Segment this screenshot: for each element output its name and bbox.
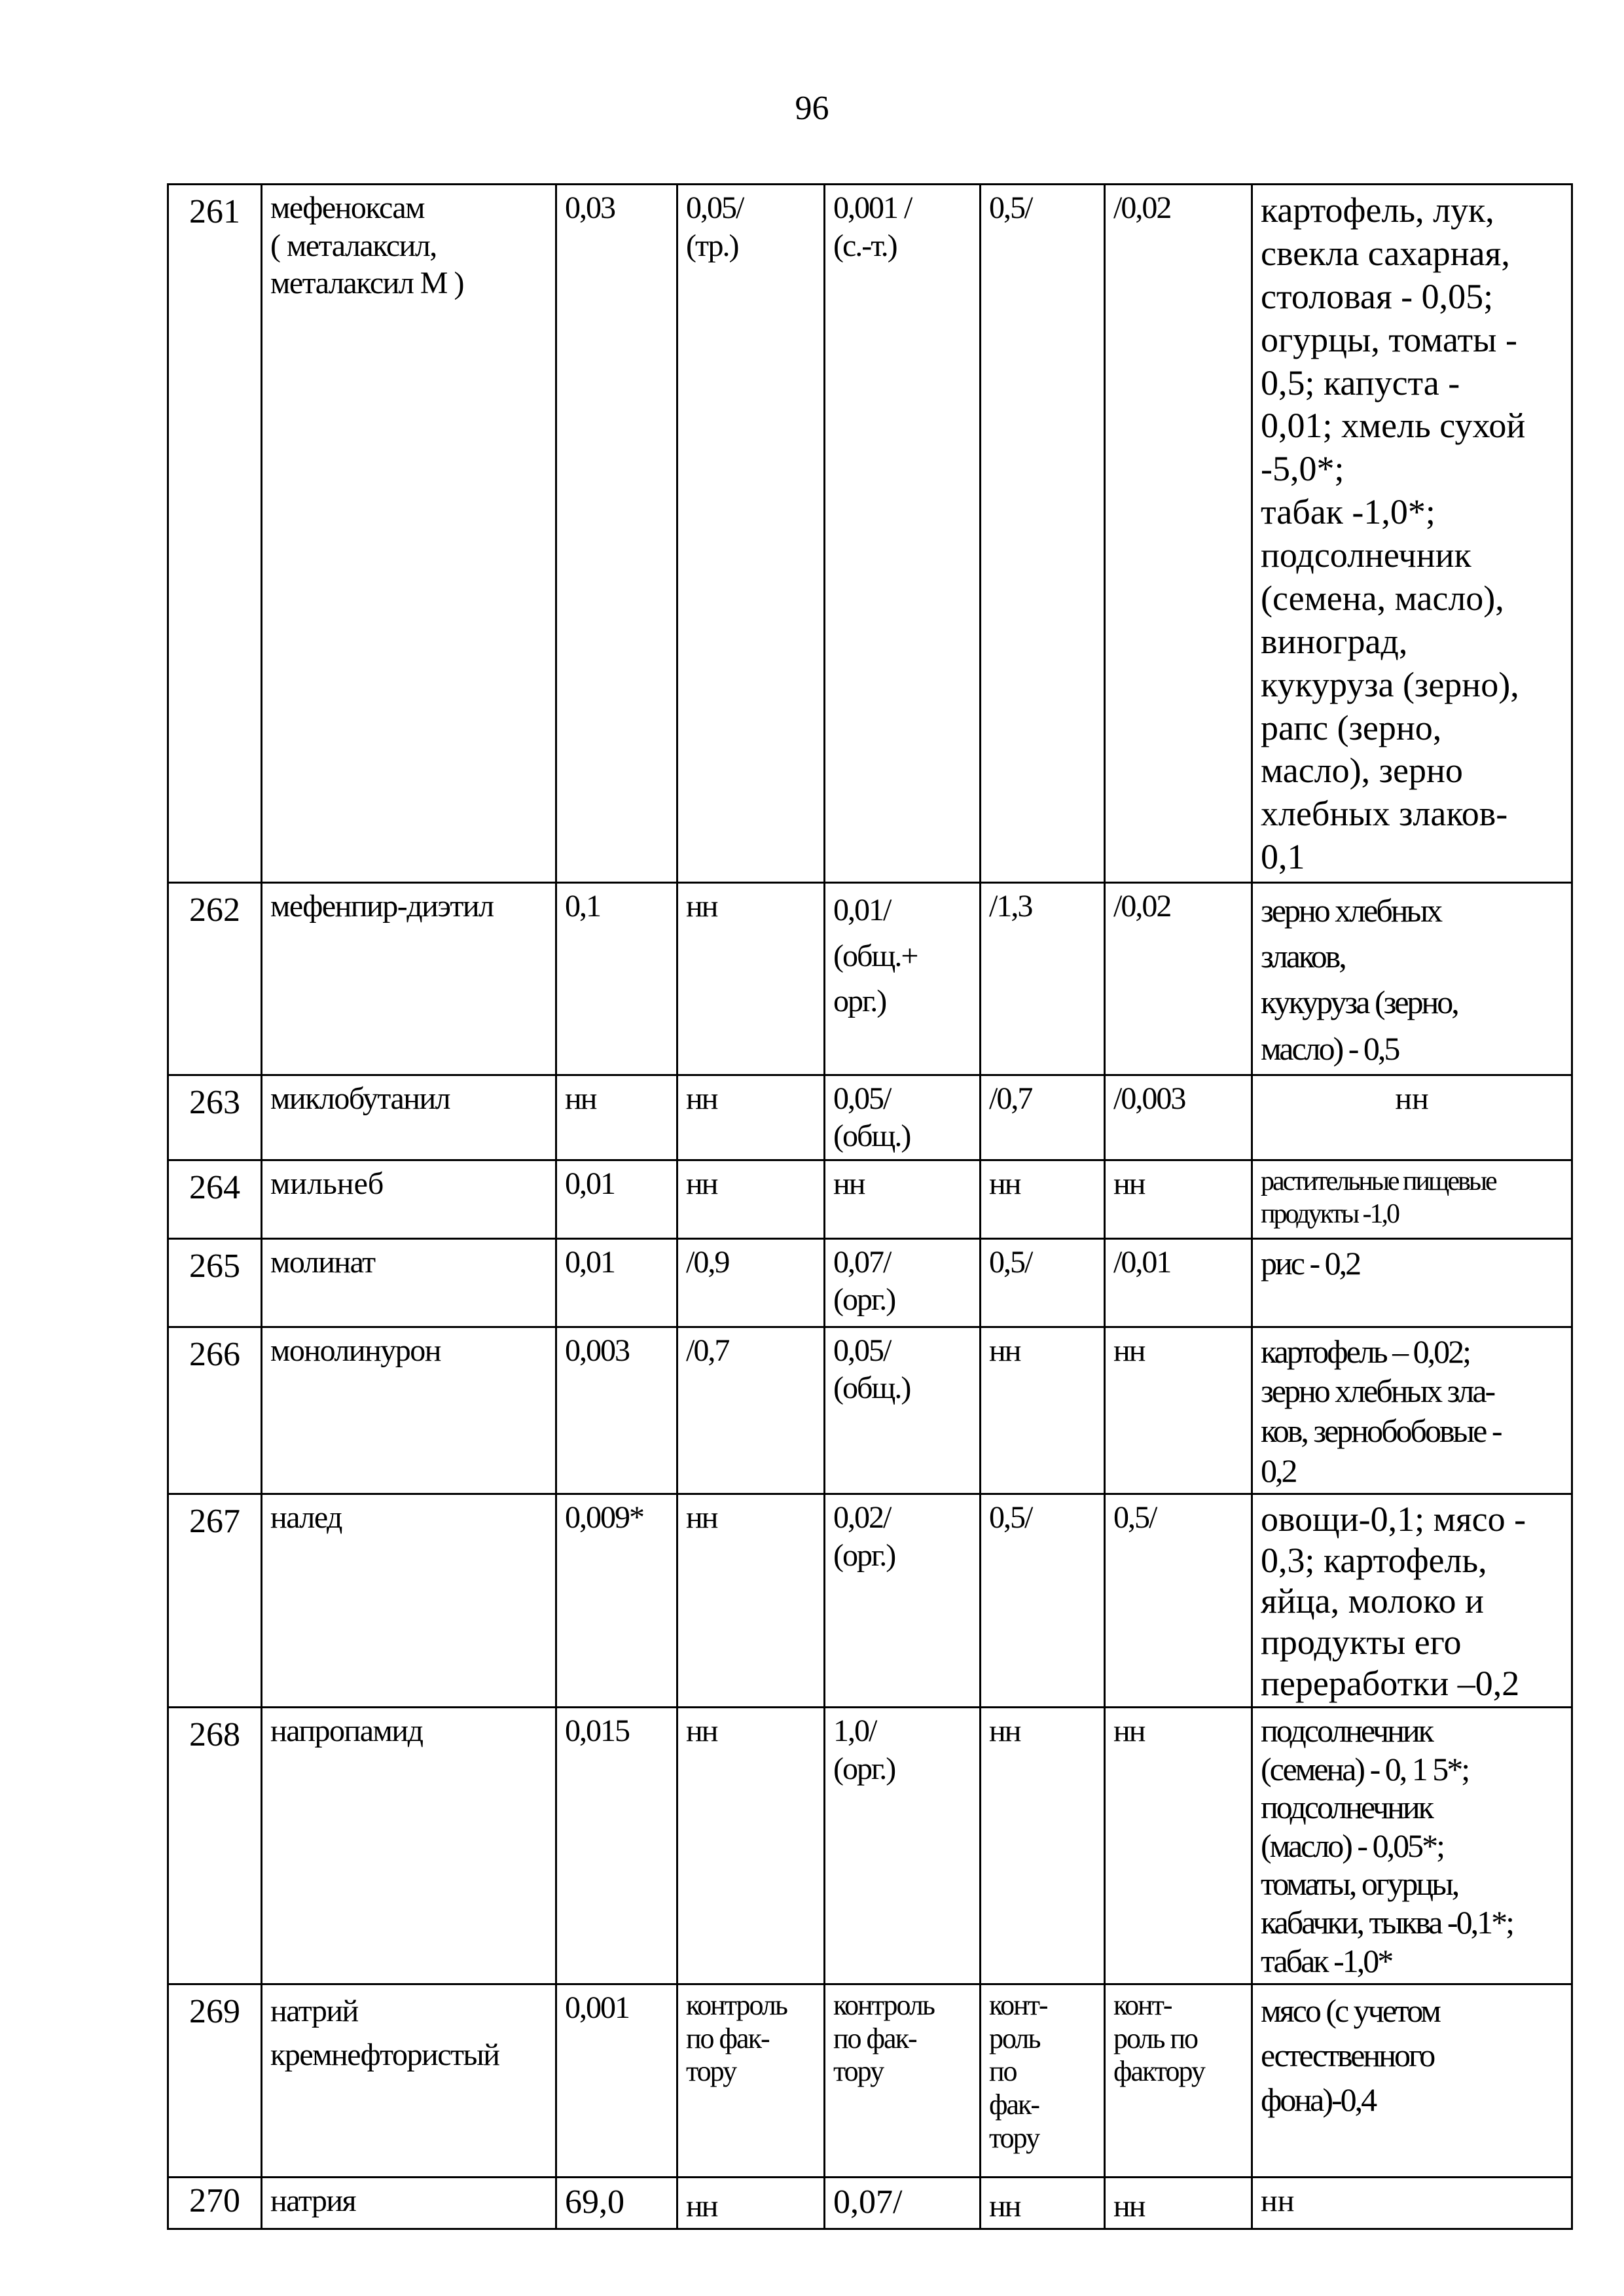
row-number: 262 (168, 883, 262, 1075)
substance-name: натрия (262, 2178, 556, 2229)
substance-name: мефеноксам ( металаксил, металаксил М ) (262, 185, 556, 883)
table-row (168, 1708, 1572, 1984)
col5-value: 0,01/ (общ.+ орг.) (825, 883, 981, 1075)
pesticide-table (167, 183, 1573, 2230)
col6-value: нн (981, 1327, 1105, 1494)
col5-value: нн (825, 1160, 981, 1238)
substance-name: налед (262, 1494, 556, 1708)
limits-note: нн (1252, 1075, 1572, 1160)
col3-value: 0,1 (556, 883, 677, 1075)
col7-value: конт- роль по фактору (1105, 1984, 1252, 2178)
col7-value: нн (1105, 2178, 1252, 2229)
col4-value: нн (677, 883, 825, 1075)
limits-note: зерно хлебных злаков, кукуруза (зерно, масло) - 0,5 (1252, 883, 1572, 1075)
page-number: 96 (795, 90, 829, 127)
row-number: 263 (168, 1075, 262, 1160)
table-row (168, 1075, 1572, 1160)
col7-value: /0,02 (1105, 185, 1252, 883)
row-number: 265 (168, 1238, 262, 1327)
table-row (168, 185, 1572, 883)
table-row (168, 1494, 1572, 1708)
col7-value: нн (1105, 1708, 1252, 1984)
table-row (168, 883, 1572, 1075)
col5-value: контроль по фак- тору (825, 1984, 981, 2178)
col7-value: /0,01 (1105, 1238, 1252, 1327)
limits-note: картофель, лук, свекла сахарная, столовая - 0,05; огурцы, томаты - 0,5; капуста - 0,01; хмель сухой -5,0*; табак -1,0*; подсолнечник (семена, масло), виноград, кукуруза (зерно), рапс (зерно, масло), зерно хлебных злаков- 0,1 (1252, 185, 1572, 883)
col6-value: нн (981, 1160, 1105, 1238)
col5-value: 0,07/ (825, 2178, 981, 2229)
limits-note: рис - 0,2 (1252, 1238, 1572, 1327)
col6-value: /0,7 (981, 1075, 1105, 1160)
col6-value: нн (981, 2178, 1105, 2229)
substance-name: напропамид (262, 1708, 556, 1984)
col3-value: 0,003 (556, 1327, 677, 1494)
table-row (168, 1984, 1572, 2178)
col4-value: нн (677, 1708, 825, 1984)
substance-name: миклобутанил (262, 1075, 556, 1160)
col7-value: нн (1105, 1327, 1252, 1494)
col4-value: нн (677, 2178, 825, 2229)
col7-value: /0,02 (1105, 883, 1252, 1075)
col3-value: 0,01 (556, 1160, 677, 1238)
col3-value: 0,015 (556, 1708, 677, 1984)
row-number: 261 (168, 185, 262, 883)
limits-note: овощи-0,1; мясо - 0,3; картофель, яйца, молоко и продукты его переработки –0,2 (1252, 1494, 1572, 1708)
row-number: 270 (168, 2178, 262, 2229)
col5-value: 0,05/ (общ.) (825, 1327, 981, 1494)
col7-value: нн (1105, 1160, 1252, 1238)
col6-value: нн (981, 1708, 1105, 1984)
col7-value: /0,003 (1105, 1075, 1252, 1160)
col4-value: /0,7 (677, 1327, 825, 1494)
row-number: 264 (168, 1160, 262, 1238)
row-number: 266 (168, 1327, 262, 1494)
col5-value: 0,001 / (с.-т.) (825, 185, 981, 883)
col4-value: нн (677, 1494, 825, 1708)
row-number: 268 (168, 1708, 262, 1984)
col6-value: 0,5/ (981, 1238, 1105, 1327)
col3-value: 0,001 (556, 1984, 677, 2178)
col6-value: 0,5/ (981, 1494, 1105, 1708)
substance-name: мефенпир-диэтил (262, 883, 556, 1075)
col5-value: 0,07/ (орг.) (825, 1238, 981, 1327)
col7-value: 0,5/ (1105, 1494, 1252, 1708)
col6-value: /1,3 (981, 883, 1105, 1075)
col3-value: 0,009* (556, 1494, 677, 1708)
limits-note: растительные пищевые продукты -1,0 (1252, 1160, 1572, 1238)
col5-value: 0,05/ (общ.) (825, 1075, 981, 1160)
row-number: 269 (168, 1984, 262, 2178)
table-row (168, 1327, 1572, 1494)
col5-value: 0,02/ (орг.) (825, 1494, 981, 1708)
col4-value: 0,05/ (тр.) (677, 185, 825, 883)
col6-value: 0,5/ (981, 185, 1105, 883)
row-number: 267 (168, 1494, 262, 1708)
col3-value: нн (556, 1075, 677, 1160)
col3-value: 0,03 (556, 185, 677, 883)
col6-value: конт- роль по фак- тору (981, 1984, 1105, 2178)
substance-name: мильнеб (262, 1160, 556, 1238)
col4-value: нн (677, 1075, 825, 1160)
col4-value: контроль по фак- тору (677, 1984, 825, 2178)
table-row (168, 1238, 1572, 1327)
col5-value: 1,0/ (орг.) (825, 1708, 981, 1984)
table-row (168, 2178, 1572, 2229)
limits-note: подсолнечник (семена) - 0, 1 5*; подсолнечник (масло) - 0,05*; томаты, огурцы, кабачки, тыква -0,1*; табак -1,0* (1252, 1708, 1572, 1984)
limits-note: картофель – 0,02; зерно хлебных зла- ков, зернобобовые - 0,2 (1252, 1327, 1572, 1494)
substance-name: молинат (262, 1238, 556, 1327)
col4-value: /0,9 (677, 1238, 825, 1327)
table-row (168, 1160, 1572, 1238)
col4-value: нн (677, 1160, 825, 1238)
col3-value: 69,0 (556, 2178, 677, 2229)
limits-note: нн (1252, 2178, 1572, 2229)
col3-value: 0,01 (556, 1238, 677, 1327)
limits-note: мясо (с учетом естественного фона)-0,4 (1252, 1984, 1572, 2178)
substance-name: монолинурон (262, 1327, 556, 1494)
substance-name: натрий кремнефтористый (262, 1984, 556, 2178)
